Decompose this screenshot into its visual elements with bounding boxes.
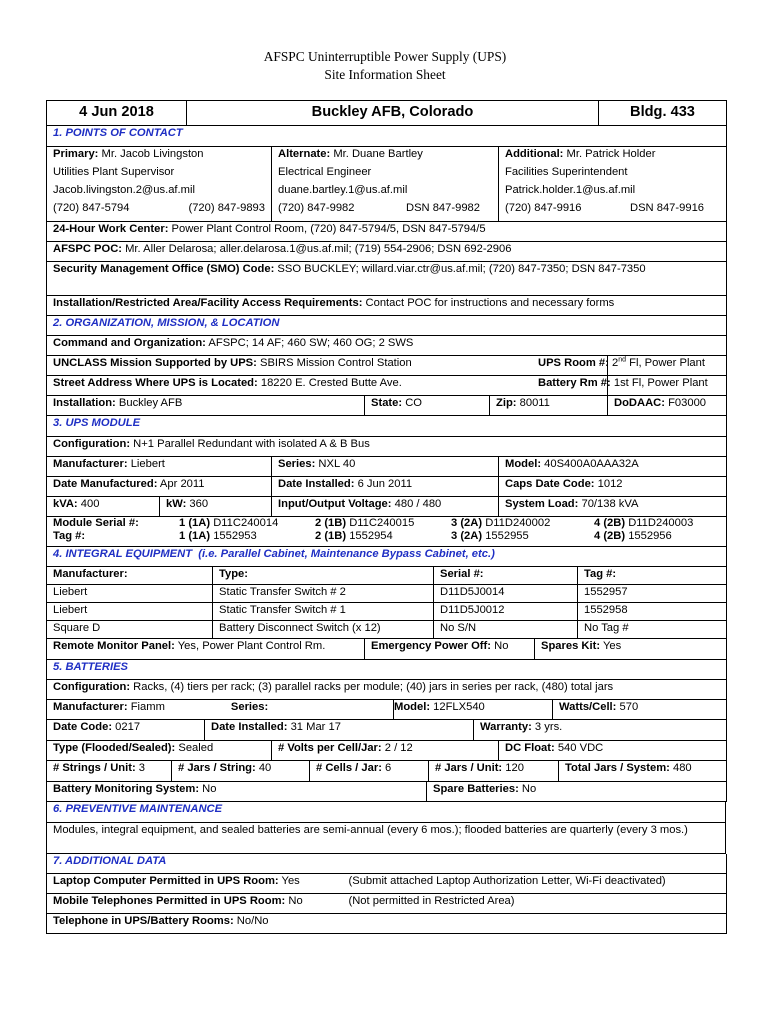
io-voltage-value: 480 / 480 xyxy=(391,497,442,510)
command-value: AFSPC; 14 AF; 460 SW; 460 OG; 2 SWS xyxy=(205,337,414,349)
module-2-tag: 1552954 xyxy=(346,529,393,542)
module-3-tag: 1552955 xyxy=(482,529,529,542)
kva-cell xyxy=(47,496,160,516)
monitoring-value: No xyxy=(199,782,217,795)
afspc-poc-value: Mr. Aller Delarosa; aller.delarosa.1@us.af.mil; (719) 554-2906; DSN 692-2906 xyxy=(122,242,512,255)
cells-jar-value: 6 xyxy=(381,762,392,774)
header-table xyxy=(46,100,727,126)
battery-config-label: Configuration: xyxy=(53,681,131,693)
alternate-email[interactable]: duane.bartley.1@us.af.mil xyxy=(278,183,408,196)
monitoring-cell xyxy=(47,782,427,802)
date-installed-label: Date Installed: xyxy=(278,477,355,490)
caps-date-value: 1012 xyxy=(594,477,623,490)
watts-value: 570 xyxy=(616,701,639,713)
integral-cell: No S/N xyxy=(434,621,578,639)
mobile-label: Mobile Telephones Permitted in UPS Room: xyxy=(53,895,286,907)
address-value: 18220 E. Crested Butte Ave. xyxy=(257,377,402,389)
laptop-note: (Submit attached Laptop Authorization Letter, Wi-Fi deactivated) xyxy=(343,874,727,894)
additional-email[interactable]: Patrick.holder.1@us.af.mil xyxy=(505,183,636,196)
module-4 xyxy=(594,517,714,543)
integral-cell: Static Transfer Switch # 2 xyxy=(213,585,434,603)
work-center-row xyxy=(47,221,727,241)
module-4-serial: D11D240003 xyxy=(625,516,694,529)
module-serial-label: Module Serial #: xyxy=(53,516,139,529)
jars-string-value: 40 xyxy=(255,762,272,774)
battery-manufacturer-cell xyxy=(47,700,394,720)
spares-kit-label: Spares Kit: xyxy=(541,640,601,652)
spare-batteries-value: No xyxy=(518,782,537,795)
total-jars-value: 480 xyxy=(669,762,692,774)
module-2-id: 2 (1B) xyxy=(315,516,347,529)
section-heading-4 xyxy=(47,547,727,567)
state-label: State: xyxy=(371,397,403,409)
jars-unit-value: 120 xyxy=(502,762,524,774)
system-load-label: System Load: xyxy=(505,497,579,510)
table-row xyxy=(47,603,727,621)
ups-manufacturer-value: Liebert xyxy=(127,457,165,470)
caps-date-label: Caps Date Code: xyxy=(505,477,595,490)
integral-header-tag: Tag #: xyxy=(578,567,727,585)
mission-cell xyxy=(47,356,608,376)
alternate-title: Electrical Engineer xyxy=(278,165,372,178)
battery-room-label: Battery Rm #: xyxy=(538,377,611,389)
integral-cell: No Tag # xyxy=(578,621,727,639)
date-installed-value: 6 Jun 2011 xyxy=(354,477,413,490)
ups-room-label: UPS Room #: xyxy=(538,357,609,369)
mobile-note: (Not permitted in Restricted Area) xyxy=(343,894,727,914)
battery-config-row xyxy=(47,680,727,700)
section-heading-4-note: (i.e. Parallel Cabinet, Maintenance Bypass Cabinet, etc.) xyxy=(198,547,495,560)
epo-label: Emergency Power Off: xyxy=(371,640,491,652)
module-1-id: 1 (1A) xyxy=(179,516,211,529)
ups-model-cell xyxy=(499,456,727,476)
cells-jar-label: # Cells / Jar: xyxy=(316,762,382,774)
jars-string-cell xyxy=(172,761,310,781)
integral-cell: Liebert xyxy=(47,603,213,621)
ups-room-value-b: Fl, Power Plant xyxy=(626,357,705,369)
strings-label: # Strings / Unit: xyxy=(53,762,136,774)
primary-email[interactable]: Jacob.livingston.2@us.af.mil xyxy=(53,183,195,196)
warranty-cell xyxy=(474,720,727,740)
alternate-name: Mr. Duane Bartley xyxy=(330,147,423,160)
zip-label: Zip: xyxy=(496,397,517,409)
jars-string-label: # Jars / String: xyxy=(178,762,256,774)
state-value: CO xyxy=(402,397,422,409)
module-serials-row xyxy=(47,516,727,546)
ups-series-cell xyxy=(272,456,499,476)
dodaac-label: DoDAAC: xyxy=(614,397,665,409)
zip-cell xyxy=(490,396,608,416)
laptop-cell xyxy=(47,874,343,894)
additional-label: Additional: xyxy=(505,147,564,160)
mobile-cell xyxy=(47,894,343,914)
maintenance-text: Modules, integral equipment, and sealed batteries are semi-annual (every 6 mos.); flooded batteries are quarterly (every 3 mos.) xyxy=(47,822,726,853)
battery-type-label: Type (Flooded/Sealed): xyxy=(53,741,176,754)
smo-label: Security Management Office (SMO) Code: xyxy=(53,262,275,275)
module-2-serial: D11C240015 xyxy=(346,516,415,529)
ups-config-label: Configuration: xyxy=(53,437,131,450)
section-heading-2: 2. ORGANIZATION, MISSION, & LOCATION xyxy=(47,316,727,336)
strings-cell xyxy=(47,761,172,781)
access-row xyxy=(47,295,727,315)
mission-value: SBIRS Mission Control Station xyxy=(256,357,412,369)
battery-room-value: 1st Fl, Power Plant xyxy=(610,377,708,389)
zip-value: 80011 xyxy=(516,397,550,409)
total-jars-label: Total Jars / System: xyxy=(565,762,670,774)
primary-phone-2: (720) 847-9893 xyxy=(188,201,265,214)
battery-manufacturer-value: Fiamm xyxy=(127,701,165,713)
integral-cell: D11D5J0014 xyxy=(434,585,578,603)
integral-status-row xyxy=(46,639,727,660)
module-4-id: 4 (2B) xyxy=(594,516,626,529)
document-title xyxy=(0,48,770,84)
primary-phone-1: (720) 847-5794 xyxy=(53,201,130,214)
additional-contact xyxy=(499,146,727,221)
volts-label: # Volts per Cell/Jar: xyxy=(278,741,382,754)
remote-monitor-label: Remote Monitor Panel: xyxy=(53,640,175,652)
section-heading-3: 3. UPS MODULE xyxy=(47,416,727,436)
watts-label: Watts/Cell: xyxy=(559,701,617,713)
battery-dateinst-value: 31 Mar 17 xyxy=(287,721,341,733)
table-row xyxy=(47,585,727,603)
kva-label: kVA: xyxy=(53,497,78,510)
section-ups-module xyxy=(46,416,727,547)
spares-kit-cell xyxy=(535,639,727,659)
section-heading-7: 7. ADDITIONAL DATA xyxy=(47,854,727,874)
section-organization xyxy=(46,316,727,417)
ups-manufacturer-cell xyxy=(47,456,272,476)
address-label: Street Address Where UPS is Located: xyxy=(53,377,258,389)
battery-dateinst-label: Date Installed: xyxy=(211,721,288,733)
ups-config-row xyxy=(47,436,727,456)
dc-float-cell xyxy=(499,741,727,761)
cells-jar-cell xyxy=(310,761,429,781)
io-voltage-cell xyxy=(272,496,499,516)
section-heading-4-title: 4. INTEGRAL EQUIPMENT xyxy=(53,547,193,560)
monitoring-label: Battery Monitoring System: xyxy=(53,782,200,795)
battery-model-cell xyxy=(394,700,553,720)
jars-unit-cell xyxy=(429,761,559,781)
section-heading-5: 5. BATTERIES xyxy=(47,660,727,680)
module-3-id: 3 (2A) xyxy=(451,516,483,529)
section-points-of-contact xyxy=(46,126,727,316)
command-label: Command and Organization: xyxy=(53,337,206,349)
system-load-cell xyxy=(499,496,727,516)
remote-monitor-value: Yes, Power Plant Control Rm. xyxy=(174,640,326,652)
work-center-value: Power Plant Control Room, (720) 847-5794/5, DSN 847-5794/5 xyxy=(168,222,486,235)
strings-value: 3 xyxy=(135,762,146,774)
integral-header-serial: Serial #: xyxy=(434,567,578,585)
battery-voltage xyxy=(46,741,727,762)
access-label: Installation/Restricted Area/Facility Access Requirements: xyxy=(53,296,363,309)
date-manufactured-label: Date Manufactured: xyxy=(53,477,158,490)
ups-manufacturer-label: Manufacturer: xyxy=(53,457,128,470)
ups-room-cell xyxy=(538,356,727,376)
epo-value: No xyxy=(491,640,509,652)
smo-row xyxy=(47,261,727,295)
watts-cell xyxy=(553,700,727,720)
battery-series-label: Series: xyxy=(230,701,269,713)
battery-datecode-cell xyxy=(47,720,205,740)
header-building: Bldg. 433 xyxy=(599,101,727,126)
battery-dateinst-cell xyxy=(205,720,474,740)
battery-details xyxy=(46,720,727,741)
integral-cell: D11D5J0012 xyxy=(434,603,578,621)
header-date: 4 Jun 2018 xyxy=(47,101,187,126)
dodaac-cell xyxy=(608,396,727,416)
ups-series-value: NXL 40 xyxy=(315,457,356,470)
module-3 xyxy=(451,517,594,543)
laptop-label: Laptop Computer Permitted in UPS Room: xyxy=(53,875,279,887)
spare-batteries-cell xyxy=(427,782,727,802)
section-preventive-maintenance xyxy=(46,802,726,854)
kw-value: 360 xyxy=(186,497,209,510)
date-manufactured-value: Apr 2011 xyxy=(157,477,205,490)
installation-cell xyxy=(47,396,365,416)
battery-manufacturer-label: Manufacturer: xyxy=(53,701,128,713)
access-value: Contact POC for instructions and necessary forms xyxy=(362,296,615,309)
spare-batteries-label: Spare Batteries: xyxy=(433,782,519,795)
additional-phone-2: DSN 847-9916 xyxy=(630,201,705,214)
battery-room-cell xyxy=(538,376,727,396)
telephone-label: Telephone in UPS/Battery Rooms: xyxy=(53,915,234,927)
module-1-id-tag: 1 (1A) xyxy=(179,529,211,542)
io-voltage-label: Input/Output Voltage: xyxy=(278,497,392,510)
remote-monitor-cell xyxy=(47,639,365,659)
dodaac-value: F03000 xyxy=(664,397,707,409)
ups-model-value: 40S400A0AAA32A xyxy=(541,457,639,470)
battery-type-value: Sealed xyxy=(175,741,214,754)
table-row xyxy=(47,621,727,639)
smo-value: SSO BUCKLEY; willard.viar.ctr@us.af.mil; (720) 847-7350; DSN 847-7350 xyxy=(274,262,646,275)
integral-header-type: Type: xyxy=(213,567,434,585)
jars-unit-label: # Jars / Unit: xyxy=(435,762,503,774)
ups-model-label: Model: xyxy=(505,457,542,470)
title-line-2: Site Information Sheet xyxy=(324,67,446,82)
additional-name: Mr. Patrick Holder xyxy=(563,147,656,160)
primary-title: Utilities Plant Supervisor xyxy=(53,165,175,178)
title-line-1: AFSPC Uninterruptible Power Supply (UPS) xyxy=(263,49,507,64)
battery-type-cell xyxy=(47,741,272,761)
integral-cell: Square D xyxy=(47,621,213,639)
afspc-poc-label: AFSPC POC: xyxy=(53,242,122,255)
kw-label: kW: xyxy=(166,497,187,510)
system-load-value: 70/138 kVA xyxy=(578,497,639,510)
battery-datecode-value: 0217 xyxy=(112,721,141,733)
laptop-value: Yes xyxy=(278,875,300,887)
kw-cell xyxy=(160,496,272,516)
section-integral-equipment xyxy=(46,547,727,640)
module-1-tag: 1552953 xyxy=(210,529,257,542)
dc-float-value: 540 VDC xyxy=(554,741,604,754)
module-3-serial: D11D240002 xyxy=(482,516,551,529)
alternate-contact xyxy=(272,146,499,221)
kva-value: 400 xyxy=(77,497,100,510)
integral-cell: Liebert xyxy=(47,585,213,603)
warranty-label: Warranty: xyxy=(480,721,532,733)
module-2 xyxy=(315,517,451,543)
module-4-id-tag: 4 (2B) xyxy=(594,529,626,542)
battery-monitoring xyxy=(46,782,727,803)
module-4-tag: 1552956 xyxy=(625,529,672,542)
battery-config-value: Racks, (4) tiers per rack; (3) parallel racks per module; (40) jars in series per rack, (480) total jars xyxy=(130,681,614,693)
installation-value: Buckley AFB xyxy=(115,397,183,409)
primary-name: Mr. Jacob Livingston xyxy=(98,147,204,160)
battery-model-value: 12FLX540 xyxy=(430,701,485,713)
afspc-poc-row xyxy=(47,241,727,261)
spares-kit-value: Yes xyxy=(600,640,622,652)
site-information-sheet xyxy=(46,100,726,934)
volts-value: 2 / 12 xyxy=(381,741,413,754)
mission-label: UNCLASS Mission Supported by UPS: xyxy=(53,357,257,369)
ups-room-value-a: 2 xyxy=(608,357,619,369)
volts-cell xyxy=(272,741,499,761)
installation-label: Installation: xyxy=(53,397,116,409)
module-2-id-tag: 2 (1B) xyxy=(315,529,347,542)
ups-series-label: Series: xyxy=(278,457,316,470)
alternate-phone-2: DSN 847-9982 xyxy=(405,201,480,214)
integral-cell: Static Transfer Switch # 1 xyxy=(213,603,434,621)
module-tag-label: Tag #: xyxy=(53,529,86,542)
warranty-value: 3 yrs. xyxy=(531,721,563,733)
total-jars-cell xyxy=(559,761,727,781)
additional-phone-1: (720) 847-9916 xyxy=(505,201,582,214)
module-1-serial: D11C240014 xyxy=(210,516,279,529)
section-additional-data xyxy=(46,854,727,935)
integral-cell: 1552957 xyxy=(578,585,727,603)
section-batteries xyxy=(46,660,727,721)
state-cell xyxy=(365,396,490,416)
primary-label: Primary: xyxy=(53,147,99,160)
dc-float-label: DC Float: xyxy=(505,741,555,754)
module-1 xyxy=(179,517,315,543)
telephone-cell xyxy=(47,914,727,934)
section-heading-1: 1. POINTS OF CONTACT xyxy=(47,126,727,146)
integral-cell: Battery Disconnect Switch (x 12) xyxy=(213,621,434,639)
date-installed-cell xyxy=(272,476,499,496)
integral-header-manufacturer: Manufacturer: xyxy=(47,567,213,585)
battery-datecode-label: Date Code: xyxy=(53,721,113,733)
mobile-value: No xyxy=(285,895,303,907)
battery-model-label: Model: xyxy=(394,701,431,713)
caps-date-cell xyxy=(499,476,727,496)
address-cell xyxy=(47,376,608,396)
date-manufactured-cell xyxy=(47,476,272,496)
module-3-id-tag: 3 (2A) xyxy=(451,529,483,542)
alternate-label: Alternate: xyxy=(278,147,331,160)
header-site: Buckley AFB, Colorado xyxy=(187,101,599,126)
battery-counts xyxy=(46,761,727,782)
epo-cell xyxy=(365,639,535,659)
section-heading-6: 6. PREVENTIVE MAINTENANCE xyxy=(47,802,726,822)
telephone-value: No/No xyxy=(233,915,269,927)
primary-contact xyxy=(47,146,272,221)
ups-config-value: N+1 Parallel Redundant with isolated A & B Bus xyxy=(130,437,370,450)
alternate-phone-1: (720) 847-9982 xyxy=(278,201,355,214)
work-center-label: 24-Hour Work Center: xyxy=(53,222,169,235)
additional-title: Facilities Superintendent xyxy=(505,165,628,178)
command-row xyxy=(47,336,727,356)
ups-room-sup: nd xyxy=(618,356,627,364)
integral-cell: 1552958 xyxy=(578,603,727,621)
